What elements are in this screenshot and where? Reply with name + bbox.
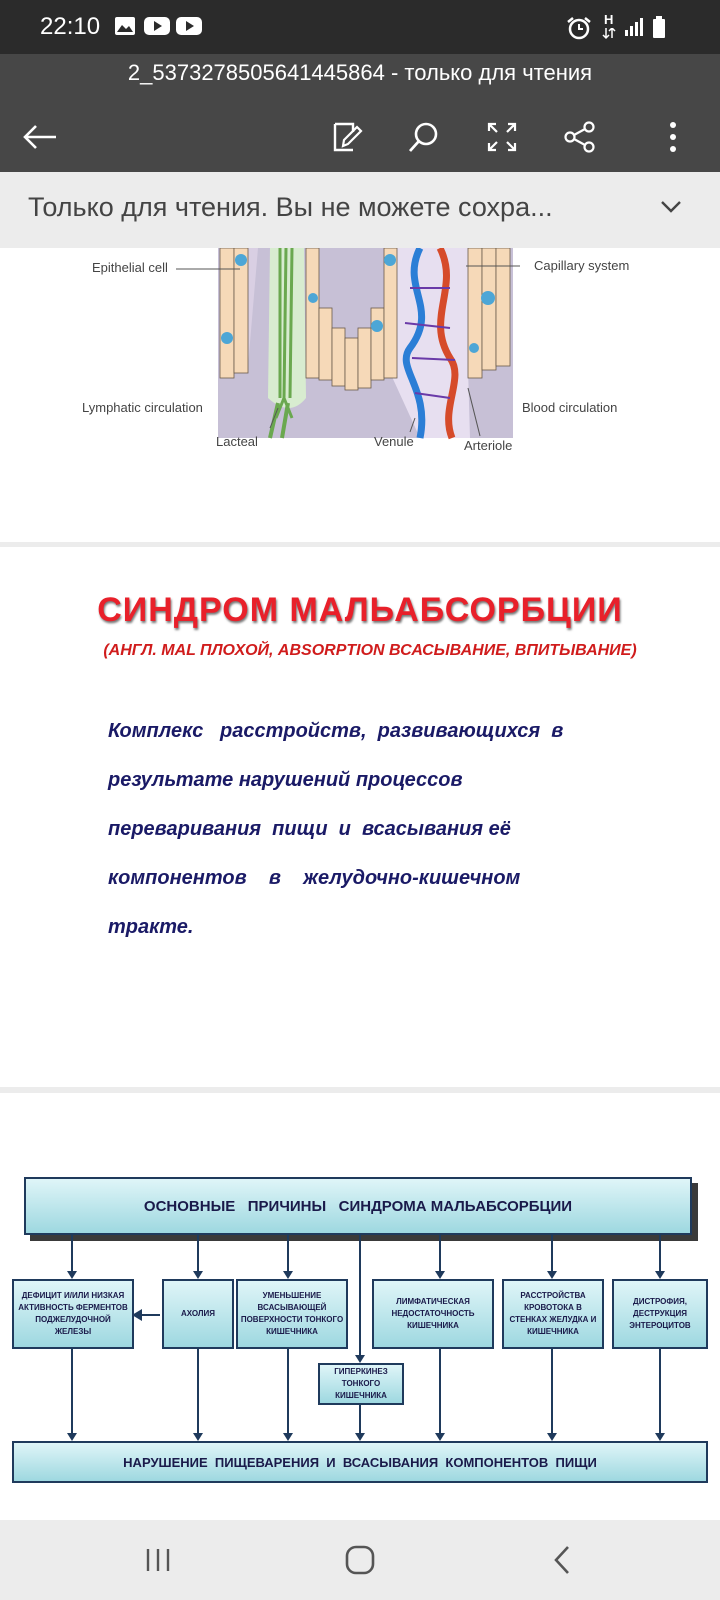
gallery-notification-icon	[114, 16, 136, 36]
cause-text: АХОЛИЯ	[180, 1309, 216, 1318]
cause-box-reduced-surface	[236, 1279, 348, 1349]
definition-line: Комплекс расстройств, развивающихся в	[108, 720, 564, 742]
definition-line: тракте.	[108, 916, 194, 938]
alarm-icon	[566, 16, 592, 40]
cause-text: ЛИМФАТИЧЕСКАЯ НЕДОСТАТОЧНОСТЬ КИШЕЧНИКА	[391, 1297, 475, 1330]
search-icon	[407, 120, 441, 154]
arrow-left-icon	[22, 123, 58, 151]
label-lymphatic-circulation: Lymphatic circulation	[82, 400, 203, 415]
read-only-banner[interactable]	[0, 172, 720, 248]
cause-text: ГИПЕРКИНЕЗ ТОНКОГО КИШЕЧНИКА	[334, 1367, 388, 1400]
system-back-button[interactable]	[542, 1540, 582, 1580]
system-nav-bar	[0, 1520, 720, 1600]
definition-line: переваривания пищи и всасывания её	[108, 818, 511, 840]
slide-title: СИНДРОМ МАЛЬАБСОРБЦИИ	[97, 591, 623, 629]
cause-text: ДИСТРОФИЯ, ДЕСТРУКЦИЯ ЭНТЕРОЦИТОВ	[629, 1297, 691, 1330]
cause-box-acholia	[162, 1279, 234, 1349]
label-epithelial-cell: Epithelial cell	[92, 260, 168, 275]
search-button[interactable]	[400, 113, 448, 161]
back-button[interactable]	[16, 113, 64, 161]
diagram-header-text: ОСНОВНЫЕ ПРИЧИНЫ СИНДРОМА МАЛЬАБСОРБЦИИ	[143, 1197, 573, 1215]
more-options-button[interactable]	[649, 113, 697, 161]
slide-subtitle: (АНГЛ. MAL ПЛОХОЙ, ABSORPTION ВСАСЫВАНИЕ, ВПИТЫВАНИЕ)	[103, 642, 637, 659]
youtube-notification-icon	[144, 16, 170, 36]
chevron-left-icon	[552, 1545, 572, 1575]
signal-icon	[624, 16, 646, 38]
data-arrows-icon	[602, 28, 616, 40]
cause-text: УМЕНЬШЕНИЕ ВСАСЫВАЮЩЕЙ ПОВЕРХНОСТИ ТОНКОГО КИШЕЧНИКА	[240, 1291, 344, 1336]
status-time: 22:10	[40, 13, 101, 40]
share-icon	[563, 120, 597, 154]
cause-box-lymphatic-insufficiency	[372, 1279, 494, 1349]
fullscreen-button[interactable]	[478, 113, 526, 161]
more-vertical-icon	[668, 120, 678, 154]
definition-line: компонентов в желудочно-кишечном	[108, 867, 521, 889]
home-icon	[344, 1544, 376, 1576]
cause-box-hyperkinesis	[318, 1363, 404, 1405]
share-button[interactable]	[556, 113, 604, 161]
battery-icon	[652, 16, 666, 40]
read-only-banner-text: Только для чтения. Вы не можете сохра...	[28, 192, 553, 222]
document-page-2	[0, 547, 720, 1087]
label-blood-circulation: Blood circulation	[522, 400, 618, 415]
recent-apps-button[interactable]	[138, 1540, 178, 1580]
diagram-result-text: НАРУШЕНИЕ ПИЩЕВАРЕНИЯ И ВСАСЫВАНИЯ КОМПОНЕНТОВ ПИЩИ	[123, 1454, 597, 1470]
cause-box-blood-flow-disorders	[502, 1279, 604, 1349]
document-page-3	[0, 1093, 720, 1520]
home-button[interactable]	[340, 1540, 380, 1580]
network-type-label: H	[604, 12, 614, 27]
status-bar	[0, 0, 720, 54]
diagram-result-box	[12, 1441, 708, 1483]
edit-document-icon	[329, 120, 363, 154]
edit-button[interactable]	[322, 113, 370, 161]
document-page-1	[0, 248, 720, 542]
definition-line: результате нарушений процессов	[108, 769, 463, 791]
label-venule: Venule	[374, 434, 414, 449]
villus-anatomy-illustration	[0, 248, 720, 542]
label-lacteal: Lacteal	[216, 434, 258, 449]
document-title: 2_5373278505641445864 - только для чтения	[127, 60, 593, 85]
youtube-notification-icon-2	[176, 16, 202, 36]
label-arteriole: Arteriole	[464, 438, 513, 453]
chevron-down-icon[interactable]	[660, 200, 682, 214]
cause-text: ДЕФИЦИТ И/ИЛИ НИЗКАЯ АКТИВНОСТЬ ФЕРМЕНТОВ ПОДЖЕЛУДОЧНОЙ ЖЕЛЕЗЫ	[18, 1291, 128, 1336]
cause-text: РАССТРОЙСТВА КРОВОТОКА В СТЕНКАХ ЖЕЛУДКА И КИШЕЧНИКА	[509, 1291, 597, 1336]
cause-box-enterocyte-dystrophy	[612, 1279, 708, 1349]
cause-box-enzyme-deficiency	[12, 1279, 134, 1349]
definition-text	[108, 707, 628, 952]
recent-apps-icon	[143, 1547, 173, 1573]
app-title-bar	[0, 54, 720, 172]
expand-icon	[486, 121, 518, 153]
label-capillary-system: Capillary system	[534, 258, 630, 273]
